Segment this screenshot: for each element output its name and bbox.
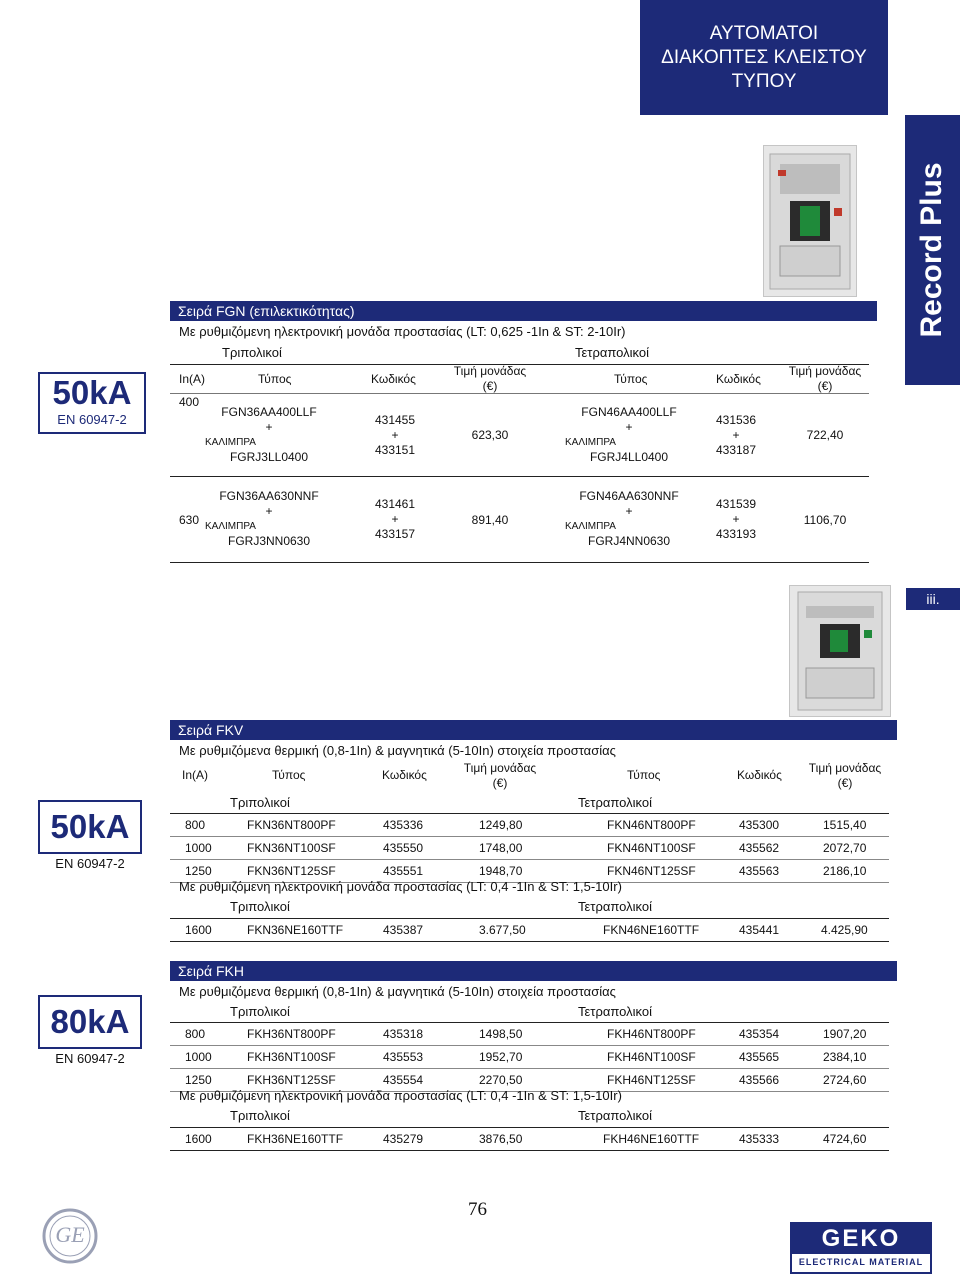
cell-price-4p: 4.425,90: [821, 923, 868, 937]
protection-subtitle: Με ρυθμιζόμενα θερμική (0,8-1In) & μαγνητικά (5-10In) στοιχεία προστασίας: [179, 743, 616, 758]
plus-sign: +: [391, 512, 399, 526]
code-main: 431536: [715, 413, 757, 427]
col-code: Κωδικός: [382, 768, 427, 782]
cell-price-4p: 2186,10: [823, 864, 867, 878]
col-price: [440, 364, 540, 394]
protection-subtitle-2: Με ρυθμιζόμενη ηλεκτρονική μονάδα προστασίας (LT: 0,4 -1In & ST: 1,5-10Ir): [179, 1088, 622, 1103]
cell-type-3p: FKN36NT800PF: [247, 818, 336, 832]
col-price-4p: [775, 364, 875, 394]
rating-standard: EN 60947-2: [57, 412, 127, 427]
cell-type-3p: FKN36NE160TTF: [247, 923, 344, 937]
type-main: FGN36AA630NNF: [219, 489, 319, 503]
code-main: 431455: [374, 413, 416, 427]
tetrapolar-label: Τετραπολικοί: [578, 795, 652, 810]
row-400-type-3p: [205, 405, 333, 465]
col-price-label: Τιμή μονάδας: [453, 364, 527, 378]
col-price-label-4p: Τιμή μονάδας: [788, 364, 862, 378]
tetrapolar-label: Τετραπολικοί: [578, 1004, 652, 1019]
breaker-image: [790, 586, 890, 716]
tripolar-label: Τριπολικοί: [230, 795, 290, 810]
cell-type-3p: FKN36NT125SF: [247, 864, 336, 878]
col-in: In(A): [179, 372, 206, 386]
row-630-type-3p: [205, 489, 333, 549]
rating-value: 50kA: [52, 374, 132, 411]
geko-logo: [790, 1222, 932, 1274]
protection-subtitle-2: Με ρυθμιζόμενη ηλεκτρονική μονάδα προστασίας (LT: 0,4 -1In & ST: 1,5-10Ir): [179, 879, 622, 894]
cell-in: 1600: [185, 923, 212, 937]
type-main: FGN46AA630NNF: [579, 489, 679, 503]
cell-in: 800: [185, 1027, 206, 1041]
ge-logo-text: GE: [55, 1222, 85, 1247]
code-calibration: 433193: [715, 527, 757, 541]
tetrapolar-label: Τετραπολικοί: [575, 345, 649, 360]
cell-type-4p: FKH46NT100SF: [607, 1050, 696, 1064]
banner-line-1: ΑΥΤΟΜΑΤΟΙ: [709, 22, 819, 44]
tetrapolar-label-2: Τετραπολικοί: [578, 1108, 652, 1123]
cell-in: 1250: [185, 1073, 212, 1087]
cell-code-4p: 435441: [739, 923, 780, 937]
protection-subtitle: Με ρυθμιζόμενα θερμική (0,8-1In) & μαγνητικά (5-10In) στοιχεία προστασίας: [179, 984, 616, 999]
row-400-code-4p: [706, 413, 766, 458]
table-row: [170, 1046, 889, 1069]
tripolar-label-2: Τριπολικοί: [230, 899, 290, 914]
cell-type-3p: FKH36NT125SF: [247, 1073, 336, 1087]
cell-price-4p: 1907,20: [823, 1027, 867, 1041]
cell-price-4p: 2072,70: [823, 841, 867, 855]
cell-in: 1000: [185, 1050, 212, 1064]
divider: [170, 393, 869, 394]
plus-sign: +: [732, 512, 740, 526]
geko-logo-subtext: ELECTRICAL MATERIAL: [798, 1257, 924, 1267]
fkv-table-2: [170, 919, 889, 942]
row-400-in: 400: [179, 395, 200, 409]
cell-type-3p: FKN36NT100SF: [247, 841, 336, 855]
col-code-4p: Κωδικός: [737, 768, 782, 782]
protection-subtitle: Με ρυθμιζόμενη ηλεκτρονική μονάδα προστασίας (LT: 0,625 -1In & ST: 2-10Ir): [179, 324, 626, 339]
cell-in: 1250: [185, 864, 212, 878]
table-row: [170, 837, 889, 860]
tripolar-label: Τριπολικοί: [222, 345, 282, 360]
type-main: FGN36AA400LLF: [221, 405, 317, 419]
cell-type-3p: FKH36NT100SF: [247, 1050, 336, 1064]
row-400-price-4p: 722,40: [806, 428, 844, 442]
tripolar-label-2: Τριπολικοί: [230, 1108, 290, 1123]
calibration-label: ΚΑΛΙΜΠΡΑ: [565, 437, 616, 448]
cell-price-4p: 4724,60: [823, 1132, 867, 1146]
cell-code-3p: 435553: [383, 1050, 424, 1064]
title-banner: [640, 0, 888, 115]
row-630-in: 630: [179, 513, 200, 527]
rating-box-fgn: [38, 372, 146, 434]
cell-code-3p: 435554: [383, 1073, 424, 1087]
cell-price-3p: 2270,50: [479, 1073, 523, 1087]
side-tab-label: Record Plus: [915, 162, 948, 338]
col-type: Τύπος: [258, 372, 292, 386]
cell-code-3p: 435279: [383, 1132, 424, 1146]
calibration-label: ΚΑΛΙΜΠΡΑ: [565, 521, 616, 532]
type-main: FGN46AA400LLF: [581, 405, 677, 419]
cell-code-4p: 435563: [739, 864, 780, 878]
cell-price-3p: 1948,70: [479, 864, 523, 878]
type-calibration: FGRJ3LL0400: [229, 450, 309, 464]
rating-box-fkh: [38, 995, 142, 1066]
table-row: [170, 1023, 889, 1046]
cell-type-4p: FKH46NT125SF: [607, 1073, 696, 1087]
calibration-label: ΚΑΛΙΜΠΡΑ: [205, 437, 256, 448]
row-400-price-3p: 623,30: [471, 428, 509, 442]
tetrapolar-label-2: Τετραπολικοί: [578, 899, 652, 914]
cell-code-3p: 435387: [383, 923, 424, 937]
rating-value: 50kA: [38, 800, 142, 854]
cell-code-4p: 435333: [739, 1132, 780, 1146]
divider: [170, 476, 869, 477]
plus-sign: +: [391, 428, 399, 442]
plus-sign: +: [732, 428, 740, 442]
calibration-label: ΚΑΛΙΜΠΡΑ: [205, 521, 256, 532]
cell-price-3p: 1498,50: [479, 1027, 523, 1041]
banner-line-3: ΤΥΠΟΥ: [731, 70, 797, 92]
ge-logo: [42, 1208, 98, 1264]
page-number: 76: [468, 1199, 487, 1220]
table-row: [170, 814, 889, 837]
col-price-label: Τιμή μονάδας: [463, 761, 537, 775]
tripolar-label: Τριπολικοί: [230, 1004, 290, 1019]
col-code-4p: Κωδικός: [716, 372, 761, 386]
row-400-code-3p: [365, 413, 425, 458]
cell-code-4p: 435354: [739, 1027, 780, 1041]
cell-code-3p: 435318: [383, 1027, 424, 1041]
series-header-fgn: Σειρά FGN (επιλεκτικότητας): [170, 301, 877, 321]
cell-price-4p: 1515,40: [823, 818, 867, 832]
col-type: Τύπος: [272, 768, 306, 782]
code-main: 431539: [715, 497, 757, 511]
cell-type-4p: FKN46NT800PF: [607, 818, 696, 832]
row-400-type-4p: [565, 405, 693, 465]
fkh-table-2: [170, 1128, 889, 1151]
col-type-4p: Τύπος: [627, 768, 661, 782]
row-630-price-3p: 891,40: [471, 513, 509, 527]
col-price-label-4p: Τιμή μονάδας: [808, 761, 882, 775]
banner-line-2: ΔΙΑΚΟΠΤΕΣ ΚΛΕΙΣΤΟΥ: [661, 46, 867, 68]
plus-sign: +: [625, 420, 633, 434]
cell-price-3p: 3876,50: [479, 1132, 523, 1146]
cell-code-3p: 435551: [383, 864, 424, 878]
cell-code-4p: 435562: [739, 841, 780, 855]
cell-code-4p: 435300: [739, 818, 780, 832]
divider: [170, 562, 869, 563]
rating-standard: EN 60947-2: [55, 856, 125, 871]
col-price-unit: (€): [482, 379, 498, 393]
cell-price-3p: 1748,00: [479, 841, 523, 855]
cell-code-3p: 435336: [383, 818, 424, 832]
plus-sign: +: [625, 504, 633, 518]
cell-type-3p: FKH36NE160TTF: [247, 1132, 344, 1146]
cell-code-4p: 435565: [739, 1050, 780, 1064]
rating-standard: EN 60947-2: [55, 1051, 125, 1066]
rating-value: 80kA: [38, 995, 142, 1049]
fkh-table: [170, 1023, 889, 1092]
col-price-4p: [795, 761, 895, 791]
cell-price-3p: 1952,70: [479, 1050, 523, 1064]
col-price-unit: (€): [492, 776, 508, 790]
row-630-code-4p: [706, 497, 766, 542]
cell-type-4p: FKN46NT125SF: [607, 864, 696, 878]
plus-sign: +: [265, 504, 273, 518]
row-630-type-4p: [565, 489, 693, 549]
cell-price-4p: 2724,60: [823, 1073, 867, 1087]
row-630-code-3p: [365, 497, 425, 542]
plus-sign: +: [265, 420, 273, 434]
row-630-price-4p: 1106,70: [803, 513, 847, 527]
side-tab: [905, 115, 960, 385]
cell-code-3p: 435550: [383, 841, 424, 855]
cell-type-4p: FKN46NT100SF: [607, 841, 696, 855]
col-type-4p: Τύπος: [614, 372, 648, 386]
col-price-unit-4p: (€): [837, 776, 853, 790]
code-calibration: 433187: [715, 443, 757, 457]
col-code: Κωδικός: [371, 372, 416, 386]
code-calibration: 433157: [374, 527, 416, 541]
type-calibration: FGRJ4LL0400: [589, 450, 669, 464]
col-in: In(A): [182, 768, 209, 782]
type-calibration: FGRJ4NN0630: [587, 534, 671, 548]
cell-type-3p: FKH36NT800PF: [247, 1027, 336, 1041]
cell-in: 1600: [185, 1132, 212, 1146]
cell-price-3p: 1249,80: [479, 818, 523, 832]
series-header-fkh: Σειρά FKH: [170, 961, 897, 981]
table-row: [170, 919, 889, 942]
cell-in: 800: [185, 818, 206, 832]
col-price: [450, 761, 550, 791]
geko-logo-text: GEKO: [792, 1224, 930, 1254]
type-calibration: FGRJ3NN0630: [227, 534, 311, 548]
series-header-fkv: Σειρά FKV: [170, 720, 897, 740]
cell-code-4p: 435566: [739, 1073, 780, 1087]
fkv-table: [170, 814, 889, 883]
breaker-photo-fkv: [789, 585, 891, 717]
cell-price-3p: 3.677,50: [479, 923, 526, 937]
table-row: [170, 1128, 889, 1151]
cell-type-4p: FKN46NE160TTF: [603, 923, 700, 937]
code-main: 431461: [374, 497, 416, 511]
rating-box-fkv: [38, 800, 142, 871]
cell-price-4p: 2384,10: [823, 1050, 867, 1064]
col-price-unit-4p: (€): [817, 379, 833, 393]
cell-type-4p: FKH46NE160TTF: [603, 1132, 700, 1146]
cell-in: 1000: [185, 841, 212, 855]
code-calibration: 433151: [374, 443, 416, 457]
breaker-image: [764, 146, 856, 296]
breaker-photo-fgn: [763, 145, 857, 297]
cell-type-4p: FKH46NT800PF: [607, 1027, 696, 1041]
section-marker: iii.: [906, 588, 960, 610]
